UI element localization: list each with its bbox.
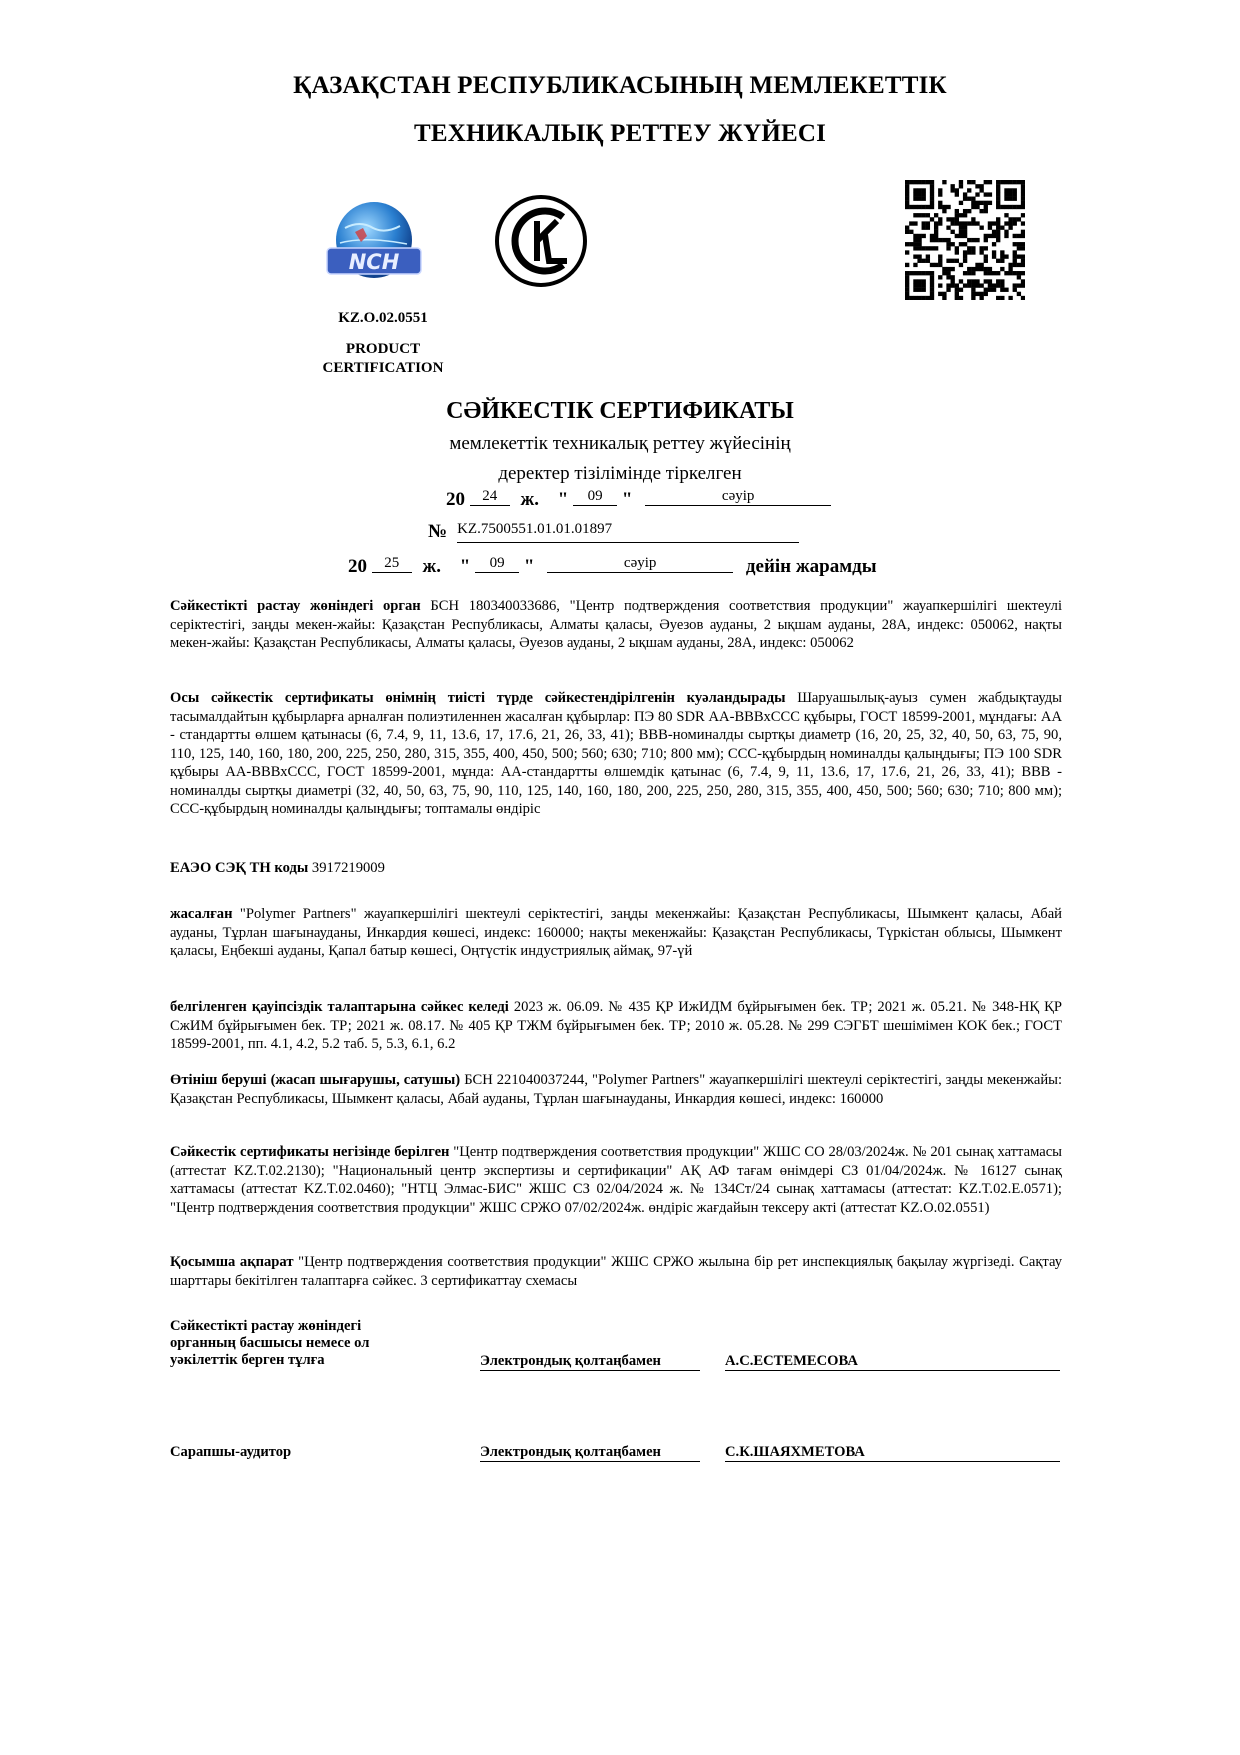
valid-until-suffix: дейін жарамды [745,556,877,577]
certificate-number: KZ.7500551.01.01.01897 [457,521,799,543]
head-signature-method: Электрондық қолтаңбамен [480,1353,700,1371]
qr-code [905,180,1025,300]
issue-year-prefix: 20 [446,489,465,510]
svg-text:NCH: NCH [348,250,400,274]
accreditation-code: KZ.O.02.0551 [338,310,428,326]
head-label-line-3: уәкілеттік берген тұлға [170,1352,325,1368]
product-paragraph [170,689,1062,819]
number-label: № [428,521,448,542]
ncn-globe-logo [325,198,423,286]
issue-month: сәуір [645,488,831,506]
manufacturer-label: жасалған [170,906,233,922]
applicant-text: БСН 221040037244, "Polymer Partners" жауапкершілігі шектеулі серіктестігі, заңды мекенжайы: Қазақстан Республикасы, Шымкент қаласы, Абай ауданы, Тұрлан шағынауданы, Инкардия көшесі, индекс: 160000 [170,1072,1063,1107]
issue-quote-open: " [557,489,569,510]
head-signatory-label [170,1318,369,1369]
certificate-title: СӘЙКЕСТІК СЕРТИФИКАТЫ [446,398,794,424]
valid-until-row [348,556,877,578]
product-text: Шаруашылық-ауыз сумен жабдықтауды тасымалдайтын құбырларға арналған полиэтиленнен жасалған құбырлар: ПЭ 80 SDR АА-ВВВхССС құбыры, ГОСТ 18599-2001, мұндағы: АА - стандартты өлшем қатынасы (6, 7.4, 9, 11, 13.6, 17, 17.6, 21, 26, 33, 41); ВВВ-номиналды сыртқы диаметр (16, 20, 25, 32, 40, 50, 63, 75, 90, 110, 125, 140, 160, 180, 200, 225, 250, 280, 315, 355, 400, 450, 500; 560; 630; 710; 800 мм); ССС-құбырдың номиналды қалыңдығы; ПЭ 100 SDR құбыры АА-ВВВхССС, ГОСТ 18599-2001, мұнда: АА-стандартты өлшемдік қатынас (6, 7.4, 9, 11, 13.6, 17, 17.6, 21, 26, 33, 41); ВВВ - номиналды сыртқы диаметрі (32, 40, 50, 63, 75, 90, 110, 125, 140, 160, 180, 200, 225, 250, 280, 315, 355, 400, 450, 500; 560; 630; 710; 800 мм); ССС-құбырдың номиналды қалыңдығы; топтамалы өндіріс [170,690,1062,817]
certificate-number-row [428,521,799,547]
certificate-subtitle-2: деректер тізілімінде тіркелген [498,463,742,484]
certification-body-paragraph [170,597,1062,653]
issue-date-row [446,489,831,511]
basis-text: "Центр подтверждения соответствия продукции" ЖШС СО 28/03/2024ж. № 201 сынақ хаттамасы (аттестат KZ.T.02.2130); "Национальный центр экспертизы и сертификации" АҚ АФ тағам өнімдері СЗ 01/04/2024ж. № 16127 сынақ хаттамасы (аттестат KZ.T.02.0460); "НТЦ Элмас-БИС" ЖШС СЗ 02/04/2024 ж. № 134Ст/24 сынақ хаттамасы (аттестат: KZ.T.02.E.0571); "Центр подтверждения соответствия продукции" ЖШС СРЖО 07/02/2024ж. өндіріс жағдайын тексеру акті (аттестат KZ.O.02.0551) [170,1144,1062,1216]
requirements-label: белгіленген қауіпсіздік талаптарына сәйкес келеді [170,999,509,1015]
additional-info-paragraph [170,1253,1062,1290]
manufacturer-text: "Polymer Partners" жауапкершілігі шектеулі серіктестігі, заңды мекенжайы: Қазақстан Республикасы, Шымкент қаласы, Абай ауданы, Тұрлан шағынауданы, Инкардия көшесі, индекс: 160000; нақты мекенжайы: Қазақстан Республикасы, Түркістан облысы, Шымкент қаласы, Еңбекші ауданы, Қапал батыр көшесі, Оңтүстік индустриялық аймақ, 97-үй [170,906,1062,959]
auditor-name: С.К.ШАЯХМЕТОВА [725,1444,1060,1462]
valid-quote-open: " [459,556,471,577]
basis-label: Сәйкестік сертификаты негізінде берілген [170,1144,450,1160]
additional-info-text: "Центр подтверждения соответствия продукции" ЖШС СРЖО жылына бір рет инспекциялық бақылау жүргізеді. Сақтау шарттары бекітілген талаптарға сәйкес. 3 сертификаттау схемасы [170,1254,1063,1289]
issue-year-suffix: ж. [520,489,540,510]
tnved-code: 3917219009 [308,860,385,876]
head-label-line-1: Сәйкестікті растау жөніндегі [170,1318,362,1334]
requirements-paragraph [170,998,1062,1054]
applicant-paragraph [170,1071,1062,1108]
product-label: Осы сәйкестік сертификаты өнімнің тиісті түрде сәйкестендірілгенін куәландырады [170,690,786,706]
valid-month: сәуір [547,555,733,573]
applicant-label: Өтініш беруші (жасап шығарушы, сатушы) [170,1072,461,1088]
issue-year: 24 [470,488,510,506]
auditor-signature-method: Электрондық қолтаңбамен [480,1444,700,1462]
certification-caption: CERTIFICATION [322,360,444,376]
valid-year: 25 [372,555,412,573]
valid-quote-close: " [523,556,535,577]
certification-body-label: Сәйкестікті растау жөніндегі орган [170,598,421,614]
valid-year-suffix: ж. [422,556,442,577]
product-caption: PRODUCT [345,341,421,357]
tnved-paragraph [170,859,1062,878]
additional-info-label: Қосымша ақпарат [170,1254,294,1270]
requirements-text: 2023 ж. 06.09. № 435 ҚР ИжИДМ бұйрығымен бек. ТР; 2021 ж. 05.21. № 348-НҚ ҚР СжИМ бұйрығымен бек. ТР; 2021 ж. 08.17. № 405 ҚР ТЖМ бұйрығымен бек. ТР; 2010 ж. 05.28. № 299 СЭГБТ шешімімен КОК бек.; ГОСТ 18599-2001, пп. 4.1, 4.2, 5.2 таб. 5, 5.3, 6.1, 6.2 [170,999,1063,1052]
certificate-subtitle-1: мемлекеттік техникалық реттеу жүйесінің [449,433,791,454]
auditor-label: Сарапшы-аудитор [170,1444,292,1460]
kz-certification-mark-logo [493,193,589,289]
basis-paragraph [170,1143,1062,1217]
issue-day: 09 [573,488,617,506]
valid-year-prefix: 20 [348,556,367,577]
issue-quote-close: " [621,489,633,510]
head-signatory-name: А.С.ЕСТЕМЕСОВА [725,1353,1060,1371]
valid-day: 09 [475,555,519,573]
header-line-2: ТЕХНИКАЛЫҚ РЕТТЕУ ЖҮЙЕСІ [413,120,827,147]
certification-body-text: БСН 180340033686, "Центр подтверждения соответствия продукции" жауапкершілігі шектеулі серіктестігі, заңды мекен-жайы: Қазақстан Республикасы, Алматы қаласы, Әуезов ауданы, 2 ықшам ауданы, 28А, индекс: 050062, нақты мекен-жайы: Қазақстан Республикасы, Алматы қаласы, Әуезов ауданы, 2 ықшам ауданы, 28А, индекс: 050062 [170,598,1063,651]
header-line-1: ҚАЗАҚСТАН РЕСПУБЛИКАСЫНЫҢ МЕМЛЕКЕТТІК [293,72,947,99]
manufacturer-paragraph [170,905,1062,961]
tnved-label: ЕАЭО СЭҚ ТН коды [170,860,309,876]
head-label-line-2: органның басшысы немесе ол [170,1335,370,1351]
